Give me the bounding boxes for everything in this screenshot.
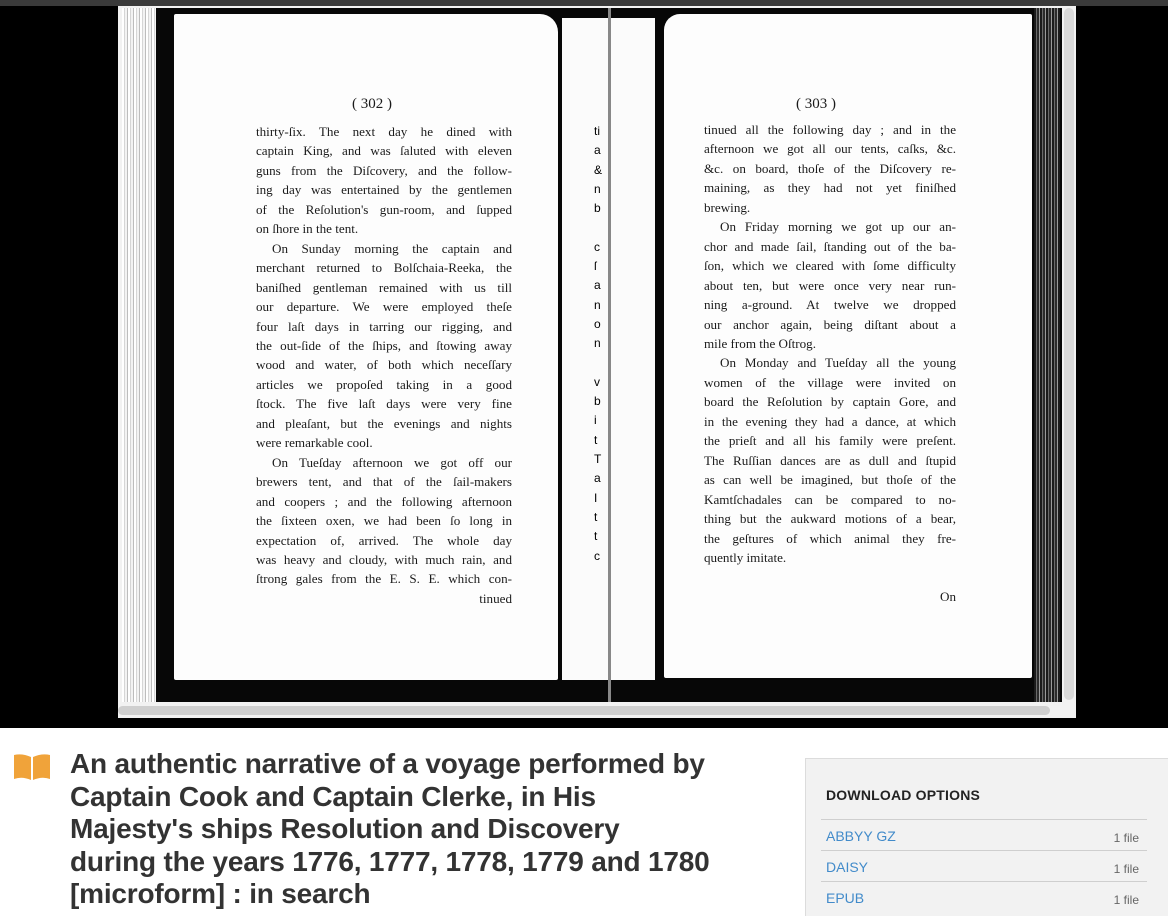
text-line: On Sunday morning the captain and [272,240,512,256]
turning-page-text [594,122,608,566]
text-line: &c. on board, thoſe of the Diſcovery re- [704,160,956,176]
text-line: brewing. [704,199,751,215]
download-option[interactable] [821,850,1147,882]
margin-fragment [594,218,608,237]
text-line: ſtock. The five laſt days were very fine [256,396,512,412]
margin-fragment: & [594,162,603,177]
text-line: thing but the aukward motions of a bear, [704,511,956,527]
text-line: articles we propoſed taking in a good [256,376,512,392]
margin-fragment: n [594,297,601,312]
text-line: the out-ſide of the ſhips, and ſtowing away [256,337,512,353]
left-page[interactable] [174,14,558,680]
text-line [704,567,956,586]
margin-fragment: a [594,471,601,486]
text-line: our anchor again, being diſtant about a [704,316,956,332]
text-line: chor and made ſail, ſtanding out of the ba- [704,238,956,254]
text-line: On Tueſday afternoon we got off our [272,454,512,470]
text-line: the geſtures of which animal they fre- [704,530,956,546]
download-options-panel [805,758,1168,916]
text-line: was heavy and cloudy, with much rain, and [256,551,512,567]
file-count: 1 file [1113,862,1139,876]
file-count: 1 file [1113,831,1139,845]
download-link-abbyy-gz[interactable]: ABBYY GZ [826,828,896,844]
text-line: On [939,588,956,604]
margin-fragment: n [594,181,601,196]
file-count: 1 file [1113,893,1139,907]
text-line: on ſhore in the tent. [256,221,359,237]
vertical-scrollbar[interactable] [1064,8,1074,700]
text-line: in the evening they had a dance, at which [704,413,956,429]
margin-fragment: c [594,239,600,254]
page-text [704,120,956,606]
text-line: brewers tent, and that of the ſail-makers [256,474,512,490]
download-option[interactable] [821,819,1147,851]
margin-fragment: ti [594,124,600,138]
text-line: afternoon we got all our tents, caſks, &c. [704,141,956,157]
item-title: An authentic narrative of a voyage performed by Captain Cook and Captain Clerke, in His Majesty's ships Resolution and Discovery during the years 1776, 1777, 1778, 1779 and 1780 [microform] : in search [70,748,710,909]
text-line: ning a-ground. At twelve we dropped [704,297,956,313]
download-options-heading: DOWNLOAD OPTIONS [826,787,981,803]
text-line: our departure. We were employed theſe [256,299,512,315]
text-line: merchant returned to Bolſchaia-Reeka, the [256,260,512,276]
text-line: The Ruſſian dances are as dull and ſtupid [704,452,956,468]
margin-fragment: c [594,548,600,563]
text-line: quently imitate. [704,549,787,565]
text-line: and pleaſant, but the evenings and nights [256,415,512,431]
turning-page-back[interactable] [611,18,655,680]
text-line: captain King, and was ſaluted with eleven [256,143,512,159]
margin-fragment: t [594,432,598,447]
text-line: board the Reſolution by captain Gore, and [704,394,956,410]
right-page[interactable] [664,14,1032,678]
margin-fragment: n [594,336,601,351]
text-line: baniſhed gentleman remained with us till [256,279,512,295]
margin-fragment: i [594,413,597,428]
text-line: tinued [479,590,512,606]
text-line: the prieſt and all his family were preſent. [704,433,956,449]
page-text [256,122,512,608]
horizontal-scrollbar[interactable] [118,706,1050,715]
margin-fragment: v [594,374,600,389]
text-line: four laſt days in tarring our rigging, and [256,318,512,334]
text-line: as can well be imagined, but thoſe of the [704,472,956,488]
margin-fragment: T [594,452,602,467]
text-line: wood and water, of both which neceſſary [256,357,512,373]
text-line: Kamtſchadales can be compared to no- [704,491,956,507]
margin-fragment: t [594,509,598,524]
text-line: maining, as they had not yet finiſhed [704,180,956,196]
margin-fragment: a [594,143,601,158]
text-line: mile from the Oſtrog. [704,335,817,351]
page-number: ( 302 ) [352,96,392,112]
page-number: ( 303 ) [796,96,836,112]
right-page-stack [1034,8,1060,702]
margin-fragment: t [594,529,598,544]
margin-fragment: ſ [594,259,597,274]
left-page-stack [122,8,156,702]
text-line: thirty-ſix. The next day he dined with [256,124,512,139]
margin-fragment [594,354,608,373]
download-option[interactable] [821,881,1147,913]
book-icon [12,752,52,782]
margin-fragment: a [594,278,601,293]
text-line: ing day was entertained by the gentlemen [256,182,512,198]
text-line: about ten, but were once very near run- [704,277,956,293]
text-line: women of the village were invited on [704,374,956,390]
text-line: ſon, which we cleared with ſome difficulty [704,258,956,274]
text-line: tinued all the following day ; and in the [704,122,956,137]
margin-fragment: o [594,316,601,331]
text-line: guns from the Diſcovery, and the follow- [256,162,512,178]
margin-fragment: b [594,201,601,216]
text-line: ſtrong gales from the E. S. E. which con- [256,571,512,587]
download-link-epub[interactable]: EPUB [826,890,865,906]
text-line: of the Reſolution's gun-room, and ſupped [256,201,512,217]
text-line: were remarkable cool. [256,435,373,451]
text-line: and coopers ; and the following afternoon [256,493,512,509]
download-link-daisy[interactable]: DAISY [826,859,869,875]
text-line: the ſixteen oxen, we had been ſo long in [256,513,512,529]
margin-fragment: b [594,394,601,409]
text-line: expectation of, arrived. The whole day [256,532,512,548]
text-line: On Friday morning we got up our an- [720,219,956,235]
margin-fragment: I [594,490,598,505]
text-line: On Monday and Tueſday all the young [720,355,956,371]
